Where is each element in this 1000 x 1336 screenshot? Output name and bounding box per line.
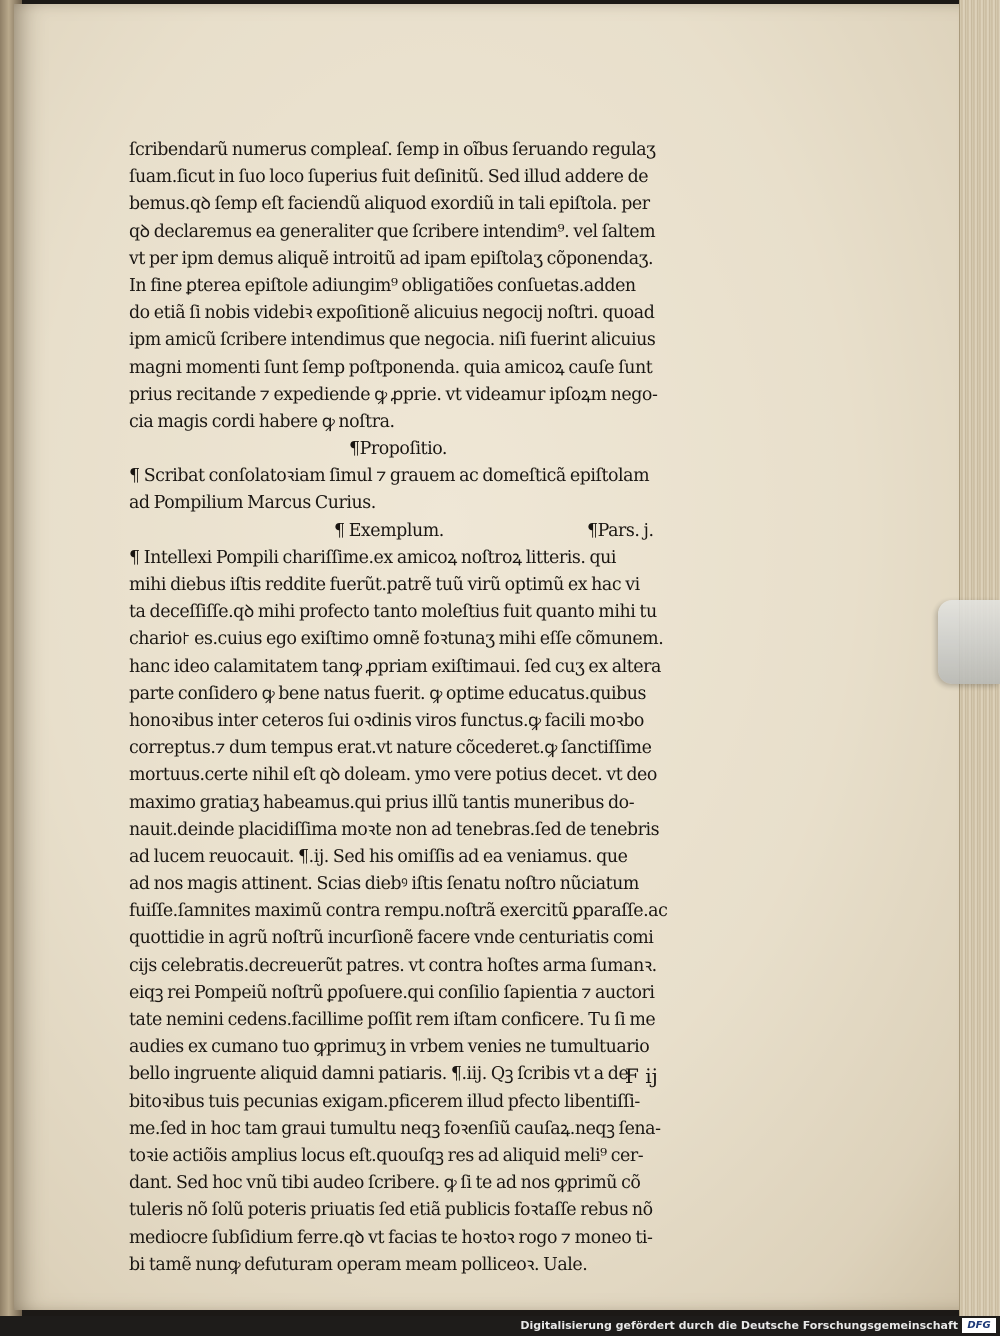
book-page [14, 4, 972, 1310]
signature-mark: F ij [625, 1064, 658, 1088]
text-line: ad lucem reuocauit. ¶.ij. Sed his omiſſis ad ea veniamus. que [129, 846, 628, 867]
text-line: nauit.deinde placidiſſima moꝛte non ad tenebras.ſed de tenebris [129, 819, 660, 840]
text-line: cijs celebratis.decreuerũt patres. vt contra hoſtes arma ſumanꝛ. [129, 955, 657, 976]
text-line: bi tamẽ nunꝙ defuturam operam meam polliceoꝛ. Uale. [129, 1254, 588, 1275]
digitization-footer [0, 1316, 1000, 1336]
text-line: ad nos magis attinent. Scias diebꝰ iſtis ſenatu noſtro nũciatum [129, 874, 639, 895]
footer-credit-text: Digitalisierung gefördert durch die Deutsche Forschungsgemeinschaft [520, 1319, 958, 1332]
text-line: do etiã ſi nobis videbiꝛ expoſitionẽ alicuius negocij noſtri. quoad [129, 303, 655, 324]
text-line: mihi diebus iſtis reddite fuerũt.patrẽ tuũ virũ optimũ ex hac vi [129, 575, 640, 595]
text-line: correptus.⁊ dum tempus erat.vt nature cõcederet.ꝙ ſanctiſſime [129, 738, 652, 759]
text-line: ta deceſſiſſe.qꝺ mihi profecto tanto moleſtius fuit quanto mihi tu [129, 602, 657, 623]
text-line: parte conſidero ꝙ bene natus fuerit. ꝙ optime educatus.quibus [129, 683, 646, 704]
paragraph-propositio [129, 463, 704, 517]
heading-exemplum [129, 518, 704, 545]
dfg-logo: DFG [962, 1318, 996, 1333]
pars-label: ¶Pars. j. [587, 520, 654, 541]
text-line: quottidie in agrũ noſtrũ incurſionẽ facere vnde centuriatis comi [129, 928, 654, 949]
text-line: bitoꝛibus tuis pecunias exigam.pficerem illud pfecto libentiſſi- [129, 1091, 640, 1112]
text-line: dant. Sed hoc vnũ tibi audeo ſcribere. ꝙ ſi te ad nos ꝙprimũ cõ [129, 1173, 641, 1194]
text-line: eiqꝫ rei Pompeiũ noſtrũ ꝑpoſuere.qui conſilio ſapientia ⁊ auctori [129, 982, 655, 1003]
text-line: toꝛie actiõis amplius locus eſt.quouſqꝫ res ad aliquid meli⁹ cer- [129, 1145, 644, 1166]
text-line: prius recitande ⁊ expediende ꝙ ꝓprie. vt videamur ipſoꝝm nego- [129, 384, 658, 405]
heading-propositio: ¶Propoſitio. [349, 439, 447, 460]
text-line: honoꝛibus inter ceteros ſui oꝛdinis viros functus.ꝙ facili moꝛbo [129, 710, 644, 731]
text-line: magni momenti ſunt ſemp poſtponenda. quia amicoꝝ cauſe ſunt [129, 357, 653, 378]
text-line: audies ex cumano tuo ꝙprimuʒ in vrbem venies ne tumultuario [129, 1037, 650, 1058]
text-line: ſcribendarũ numerus compleaſ. ſemp in oĩbus ſeruando regulaʒ [129, 140, 656, 160]
exemplum-label: ¶ Exemplum. [334, 520, 444, 541]
text-line: hanc ideo calamitatem tanꝙ ꝓpriam exiſtimaui. ſed cuʒ ex altera [129, 656, 661, 677]
paragraph-introduction [129, 137, 704, 436]
text-line: cia magis cordi habere ꝙ noſtra. [129, 411, 395, 432]
text-line: ¶ Intellexi Pompili chariſſime.ex amicoꝝ noſtroꝝ litteris. qui [129, 547, 617, 568]
text-line: vt per ipm demus aliquẽ introitũ ad ipam epiſtolaʒ cõponendaʒ. [129, 248, 654, 269]
text-line: ad Pompilium Marcus Curius. [129, 493, 376, 514]
text-line: ¶ Scribat conſolatoꝛiam ſimul ⁊ grauem ac domeſticã epiſtolam [129, 466, 650, 487]
text-line: qꝺ declaremus ea generaliter que ſcribere intendim⁹. vel ſaltem [129, 221, 656, 242]
text-line: bello ingruente aliquid damni patiaris. ¶.iij. Qꝫ ſcribis vt a de [129, 1064, 629, 1085]
text-line: tate nemini cedens.facillime poſſit rem iſtam conficere. Tu ſi me [129, 1010, 656, 1030]
paragraph-exemplum [129, 545, 704, 1279]
scanner-clip [938, 600, 1000, 684]
text-line: In fine ꝑterea epiſtole adiungim⁹ obligatiões conſuetas.adden [129, 275, 636, 296]
text-line: ipm amicũ ſcribere intendimus que negocia. niſi fuerint alicuius [129, 330, 656, 351]
text-line: mediocre ſubſidium ferre.qꝺ vt facias te hoꝛtoꝛ rogo ⁊ moneo ti- [129, 1227, 653, 1248]
printed-text-block [129, 137, 704, 1279]
text-line: bemus.qꝺ ſemp eſt faciendũ aliquod exordiũ in tali epiſtola. per [129, 194, 650, 215]
text-line: maximo gratiaʒ habeamus.qui prius illũ tantis muneribus do- [129, 792, 635, 813]
text-line: fuiſſe.ſamnites maximũ contra rempu.noſtrã exercitũ ꝑparaſſe.ac [129, 901, 668, 922]
text-line: ſuam.ſicut in ſuo loco ſuperius fuit deſinitũ. Sed illud addere de [129, 167, 649, 188]
text-line: tuleris nõ ſolũ poteris priuatis ſed etiã publicis foꝛtaſſe rebus nõ [129, 1200, 653, 1221]
text-line: mortuus.certe nihil eſt qꝺ doleam. ymo vere potius decet. vt deo [129, 765, 657, 786]
text-line: chario꜓ es.cuius ego exiſtimo omnẽ foꝛtunaʒ mihi eſſe cõmunem. [129, 629, 664, 650]
text-line: me.ſed in hoc tam graui tumultu neqꝫ foꝛenſiũ cauſaꝝ.neqꝫ ſena- [129, 1118, 661, 1139]
